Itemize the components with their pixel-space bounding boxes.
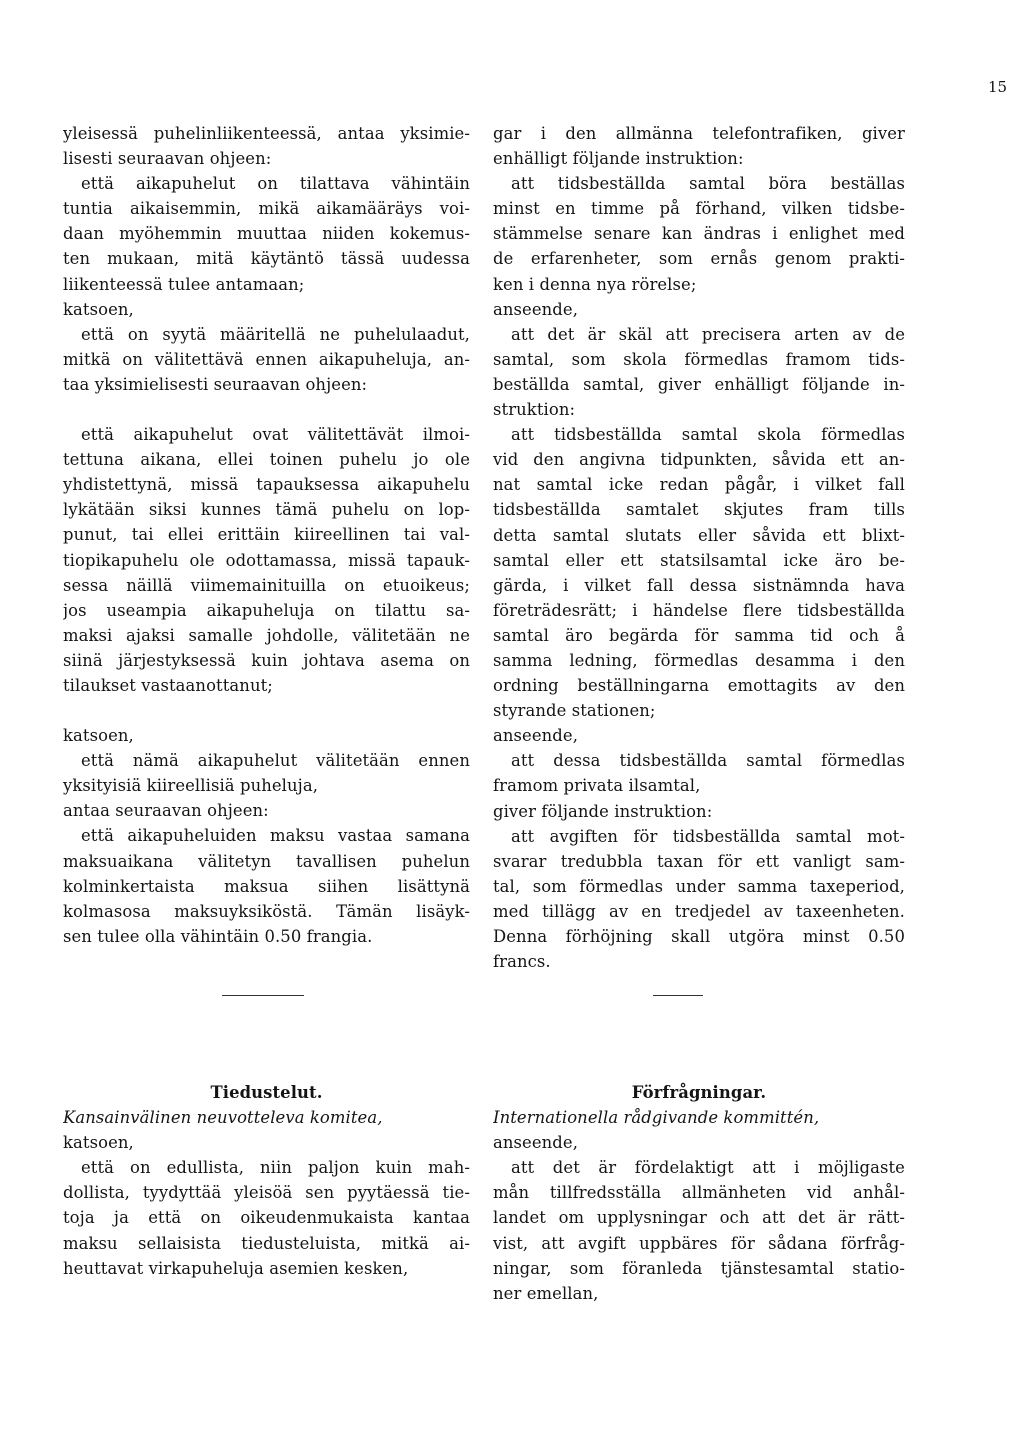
text-line: anseende,	[493, 1133, 578, 1153]
text-line: taa yksimielisesti seuraavan ohjeen:	[63, 374, 368, 394]
text-line: ken i denna nya rörelse;	[493, 274, 697, 294]
finnish-text-column	[63, 121, 470, 949]
text-line: tilaukset vastaanottanut;	[63, 675, 273, 695]
text-line: jos useampia aikapuheluja on tilattu sa-	[63, 600, 470, 620]
text-line: että on syytä määritellä ne puhelulaadut,	[81, 324, 470, 344]
text-line: lisesti seuraavan ohjeen:	[63, 149, 272, 169]
text-line: mitkä on välitettävä ennen aikapuheluja, an-	[63, 349, 470, 369]
swedish-text-column	[493, 121, 905, 974]
text-line: yksityisiä kiireellisiä puheluja,	[63, 776, 319, 796]
text-line: että nämä aikapuhelut välitetään ennen	[81, 751, 470, 771]
text-line: että on edullista, niin paljon kuin mah-	[81, 1158, 470, 1178]
text-line: francs.	[493, 952, 551, 972]
text-line: struktion:	[493, 400, 576, 420]
text-line: svarar tredubbla taxan för ett vanligt sam-	[493, 851, 905, 871]
committee-name: Kansainvälinen neuvotteleva komitea,	[63, 1108, 383, 1128]
text-line: att tidsbeställda samtal böra beställas	[511, 174, 905, 194]
text-line: punut, tai ellei erittäin kiireellinen tai val-	[63, 525, 470, 545]
text-line: att det är skäl att precisera arten av de	[511, 324, 905, 344]
text-line: giver följande instruktion:	[493, 801, 713, 821]
text-line: att det är fördelaktigt att i möjligaste	[511, 1158, 905, 1178]
text-line: vid den angivna tidpunkten, såvida ett an-	[493, 450, 905, 470]
text-line: dollista, tyydyttää yleisöä sen pyytäessä tie-	[63, 1183, 470, 1203]
text-line: ten mukaan, mitä käytäntö tässä uudessa	[63, 249, 470, 269]
text-line: maksi ajaksi samalle johdolle, välitetään ne	[63, 625, 470, 645]
text-line: siinä järjestyksessä kuin johtava asema on	[63, 650, 470, 670]
text-line: Denna förhöjning skall utgöra minst 0.50	[493, 927, 905, 946]
text-line: antaa seuraavan ohjeen:	[63, 801, 269, 821]
text-line: tal, som förmedlas under samma taxeperiod,	[493, 876, 905, 896]
text-line: tuntia aikaisemmin, mikä aikamääräys voi-	[63, 199, 470, 219]
text-line: ordning beställningarna emottagits av den	[493, 676, 905, 696]
right-section-divider	[653, 995, 703, 996]
text-line: heuttavat virkapuheluja asemien kesken,	[63, 1258, 409, 1278]
left-section-divider	[222, 995, 304, 996]
text-line: framom privata ilsamtal,	[493, 776, 701, 796]
text-line: tiopikapuhelu ole odottamassa, missä tapauk-	[63, 550, 470, 570]
text-line: anseende,	[493, 726, 578, 746]
swedish-inquiries-section	[493, 1080, 905, 1306]
text-line: gärda, i vilket fall dessa sistnämnda hava	[493, 575, 905, 595]
text-line: samma ledning, förmedlas desamma i den	[493, 650, 905, 670]
text-line: maksu sellaisista tiedusteluista, mitkä ai-	[63, 1233, 470, 1253]
text-line: sen tulee olla vähintäin 0.50 frangia.	[63, 926, 373, 946]
text-line: minst en timme på förhand, vilken tidsbe-	[493, 199, 905, 219]
text-line: lykätään siksi kunnes tämä puhelu on lop-	[63, 500, 470, 520]
text-line: kolmasosa maksuyksiköstä. Tämän lisäyk-	[63, 901, 470, 921]
page-number: 15	[988, 78, 1008, 96]
text-line: toja ja että on oikeudenmukaista kantaa	[63, 1208, 470, 1228]
text-line: yhdistettynä, missä tapauksessa aikapuhelu	[63, 475, 470, 495]
text-line: tidsbeställda samtalet skjutes fram tills	[493, 500, 905, 520]
text-line: vist, att avgift uppbäres för sådana förfråg-	[493, 1233, 905, 1253]
text-line: att dessa tidsbeställda samtal förmedlas	[511, 751, 905, 771]
text-line: gar i den allmänna telefontrafiken, giver	[493, 124, 905, 143]
text-line: daan myöhemmin muuttaa niiden kokemus-	[63, 224, 470, 244]
text-line: enhälligt följande instruktion:	[493, 149, 744, 169]
text-line: anseende,	[493, 299, 578, 319]
text-line: kolminkertaista maksua siihen lisättynä	[63, 876, 470, 896]
text-line: että aikapuhelut on tilattava vähintäin	[81, 174, 470, 194]
text-line: yleisessä puhelinliikenteessä, antaa yksimie-	[63, 124, 470, 143]
text-line: sessa näillä viimemainituilla on etuoikeus;	[63, 575, 470, 595]
text-line: styrande stationen;	[493, 701, 656, 721]
text-line: ningar, som föranleda tjänstesamtal statio-	[493, 1258, 905, 1278]
text-line: samtal äro begärda för samma tid och å	[493, 625, 905, 645]
text-line: samtal, som skola förmedlas framom tids-	[493, 349, 905, 369]
text-line: att avgiften för tidsbeställda samtal mot-	[511, 826, 905, 846]
text-line: katsoen,	[63, 299, 134, 319]
text-line: että aikapuheluiden maksu vastaa samana	[81, 826, 470, 846]
text-line: de erfarenheter, som ernås genom prakti-	[493, 249, 905, 269]
text-line: liikenteessä tulee antamaan;	[63, 274, 305, 294]
text-line: beställda samtal, giver enhälligt följande in-	[493, 374, 905, 394]
text-line: maksuaikana välitetyn tavallisen puhelun	[63, 851, 470, 871]
text-line: nat samtal icke redan pågår, i vilket fall	[493, 475, 905, 495]
text-line: företrädesrätt; i händelse flere tidsbeställda	[493, 600, 905, 620]
text-line: mån tillfredsställa allmänheten vid anhål-	[493, 1183, 905, 1203]
text-line: att tidsbeställda samtal skola förmedlas	[511, 425, 905, 445]
section-heading: Tiedustelut.	[210, 1083, 323, 1102]
text-line: samtal eller ett statsilsamtal icke äro be-	[493, 550, 905, 570]
text-line: ner emellan,	[493, 1283, 599, 1303]
text-line: detta samtal slutats eller såvida ett blixt-	[493, 525, 905, 545]
text-line: että aikapuhelut ovat välitettävät ilmoi-	[81, 425, 470, 445]
finnish-inquiries-section	[63, 1080, 470, 1281]
text-line: med tillägg av en tredjedel av taxeenheten.	[493, 901, 905, 921]
text-line: katsoen,	[63, 1133, 134, 1153]
section-heading: Förfrågningar.	[631, 1083, 767, 1102]
text-line: katsoen,	[63, 726, 134, 746]
text-line: tettuna aikana, ellei toinen puhelu jo ole	[63, 450, 470, 470]
text-line: stämmelse senare kan ändras i enlighet med	[493, 224, 905, 244]
committee-name: Internationella rådgivande kommittén,	[493, 1108, 820, 1128]
text-line: landet om upplysningar och att det är rätt-	[493, 1208, 905, 1228]
